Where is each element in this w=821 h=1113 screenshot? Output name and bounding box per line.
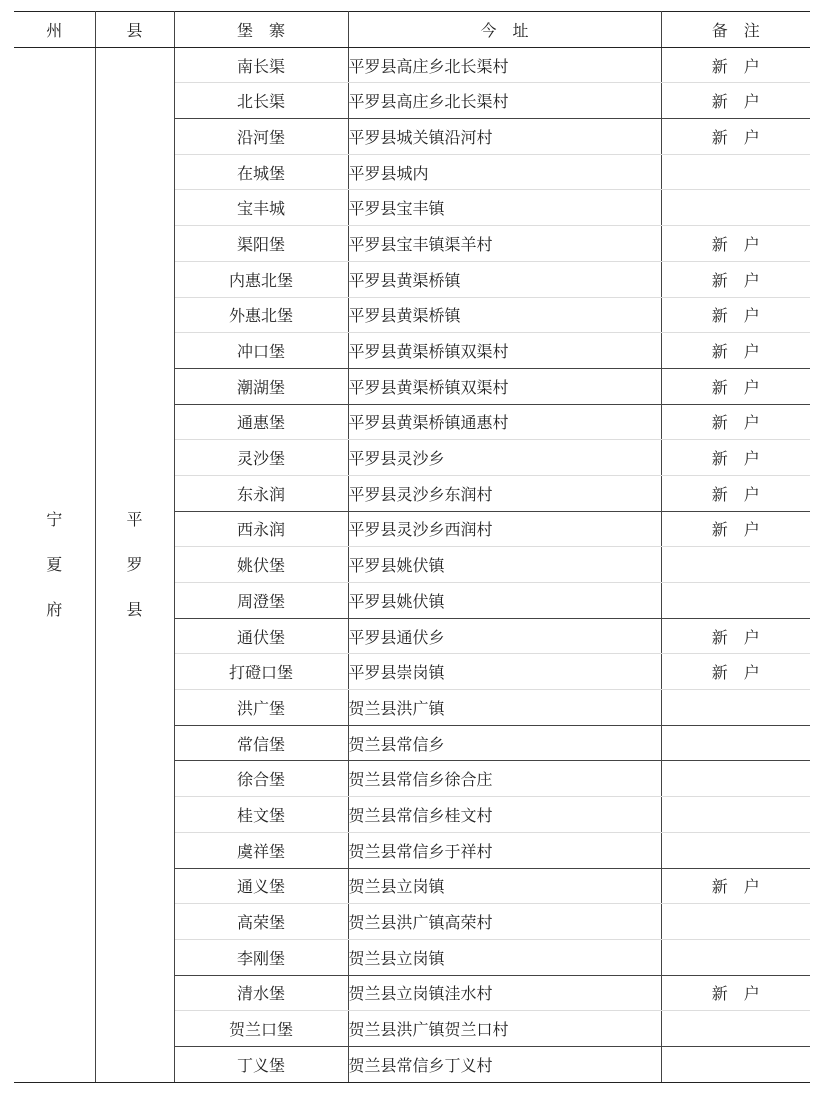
remarks-cell: 新 户 [661,654,810,690]
current-location-cell: 平罗县高庄乡北长渠村 [348,83,661,119]
prefecture-char: 宁 [46,510,63,530]
fortress-name-cell: 北长渠 [174,83,348,119]
current-location-cell: 贺兰县洪广镇 [348,690,661,726]
fortress-name-cell: 宝丰城 [174,190,348,226]
remarks-cell [661,725,810,761]
current-location-cell: 平罗县崇岗镇 [348,654,661,690]
fortress-name-cell: 东永润 [174,475,348,511]
remarks-cell: 新 户 [661,119,810,155]
current-location-cell: 平罗县黄渠桥镇双渠村 [348,368,661,404]
current-location-cell: 平罗县高庄乡北长渠村 [348,47,661,83]
remarks-cell: 新 户 [661,47,810,83]
remarks-cell [661,1011,810,1047]
header-row [14,12,810,48]
remarks-cell [661,939,810,975]
fortress-name-cell: 通伏堡 [174,618,348,654]
remarks-cell: 新 户 [661,511,810,547]
current-location-cell: 平罗县城内 [348,154,661,190]
fortress-name-cell: 内惠北堡 [174,261,348,297]
current-location-cell: 平罗县灵沙乡东润村 [348,475,661,511]
current-location-cell: 贺兰县立岗镇 [348,939,661,975]
remarks-cell: 新 户 [661,368,810,404]
prefecture-name [46,497,62,632]
fortress-name-cell: 桂文堡 [174,797,348,833]
fortress-name-cell: 洪广堡 [174,690,348,726]
fortress-name-cell: 贺兰口堡 [174,1011,348,1047]
current-location-cell: 平罗县黄渠桥镇通惠村 [348,404,661,440]
remarks-cell: 新 户 [661,261,810,297]
header-remarks: 备 注 [661,12,810,48]
current-location-cell: 贺兰县洪广镇高荣村 [348,904,661,940]
current-location-cell: 贺兰县常信乡 [348,725,661,761]
county-name [126,497,142,632]
remarks-cell: 新 户 [661,618,810,654]
remarks-cell [661,832,810,868]
fortress-name-cell: 姚伏堡 [174,547,348,583]
fortress-name-cell: 徐合堡 [174,761,348,797]
fortress-name-cell: 李刚堡 [174,939,348,975]
remarks-cell [661,761,810,797]
remarks-cell: 新 户 [661,404,810,440]
current-location-cell: 贺兰县常信乡徐合庄 [348,761,661,797]
fortress-table [14,11,810,1083]
current-location-cell: 平罗县黄渠桥镇 [348,297,661,333]
fortress-name-cell: 通惠堡 [174,404,348,440]
fortress-name-cell: 打磴口堡 [174,654,348,690]
fortress-name-cell: 沿河堡 [174,119,348,155]
fortress-name-cell: 高荣堡 [174,904,348,940]
remarks-cell: 新 户 [661,226,810,262]
fortress-name-cell: 通义堡 [174,868,348,904]
remarks-cell: 新 户 [661,975,810,1011]
fortress-name-cell: 灵沙堡 [174,440,348,476]
county-cell [95,47,174,1082]
current-location-cell: 贺兰县立岗镇 [348,868,661,904]
prefecture-char: 夏 [46,555,63,575]
remarks-cell [661,154,810,190]
county-char: 罗 [126,555,143,575]
current-location-cell: 平罗县黄渠桥镇 [348,261,661,297]
remarks-cell: 新 户 [661,440,810,476]
fortress-name-cell: 常信堡 [174,725,348,761]
county-char: 县 [126,600,143,620]
fortress-name-cell: 虞祥堡 [174,832,348,868]
current-location-cell: 贺兰县常信乡桂文村 [348,797,661,833]
header-xian: 县 [95,12,174,48]
fortress-name-cell: 渠阳堡 [174,226,348,262]
header-current-location: 今 址 [348,12,661,48]
current-location-cell: 贺兰县常信乡丁义村 [348,1046,661,1082]
fortress-name-cell: 外惠北堡 [174,297,348,333]
fortress-name-cell: 周澄堡 [174,583,348,619]
remarks-cell: 新 户 [661,333,810,369]
remarks-cell [661,547,810,583]
fortress-name-cell: 在城堡 [174,154,348,190]
fortress-name-cell: 清水堡 [174,975,348,1011]
remarks-cell [661,583,810,619]
prefecture-cell [14,47,95,1082]
remarks-cell: 新 户 [661,868,810,904]
prefecture-char: 府 [46,600,63,620]
current-location-cell: 平罗县宝丰镇渠羊村 [348,226,661,262]
fortress-name-cell: 西永润 [174,511,348,547]
remarks-cell [661,904,810,940]
remarks-cell: 新 户 [661,475,810,511]
county-char: 平 [126,510,143,530]
current-location-cell: 平罗县宝丰镇 [348,190,661,226]
current-location-cell: 平罗县姚伏镇 [348,547,661,583]
current-location-cell: 平罗县通伏乡 [348,618,661,654]
current-location-cell: 贺兰县常信乡于祥村 [348,832,661,868]
current-location-cell: 平罗县灵沙乡西润村 [348,511,661,547]
current-location-cell: 平罗县姚伏镇 [348,583,661,619]
remarks-cell [661,690,810,726]
remarks-cell: 新 户 [661,297,810,333]
current-location-cell: 平罗县城关镇沿河村 [348,119,661,155]
remarks-cell: 新 户 [661,83,810,119]
remarks-cell [661,190,810,226]
fortress-name-cell: 南长渠 [174,47,348,83]
current-location-cell: 平罗县黄渠桥镇双渠村 [348,333,661,369]
fortress-name-cell: 潮湖堡 [174,368,348,404]
header-fortress: 堡 寨 [174,12,348,48]
fortress-name-cell: 冲口堡 [174,333,348,369]
fortress-name-cell: 丁义堡 [174,1046,348,1082]
remarks-cell [661,797,810,833]
current-location-cell: 贺兰县洪广镇贺兰口村 [348,1011,661,1047]
table-body [14,47,810,1082]
table-row [14,47,810,83]
header-zhou: 州 [14,12,95,48]
current-location-cell: 平罗县灵沙乡 [348,440,661,476]
remarks-cell [661,1046,810,1082]
current-location-cell: 贺兰县立岗镇洼水村 [348,975,661,1011]
